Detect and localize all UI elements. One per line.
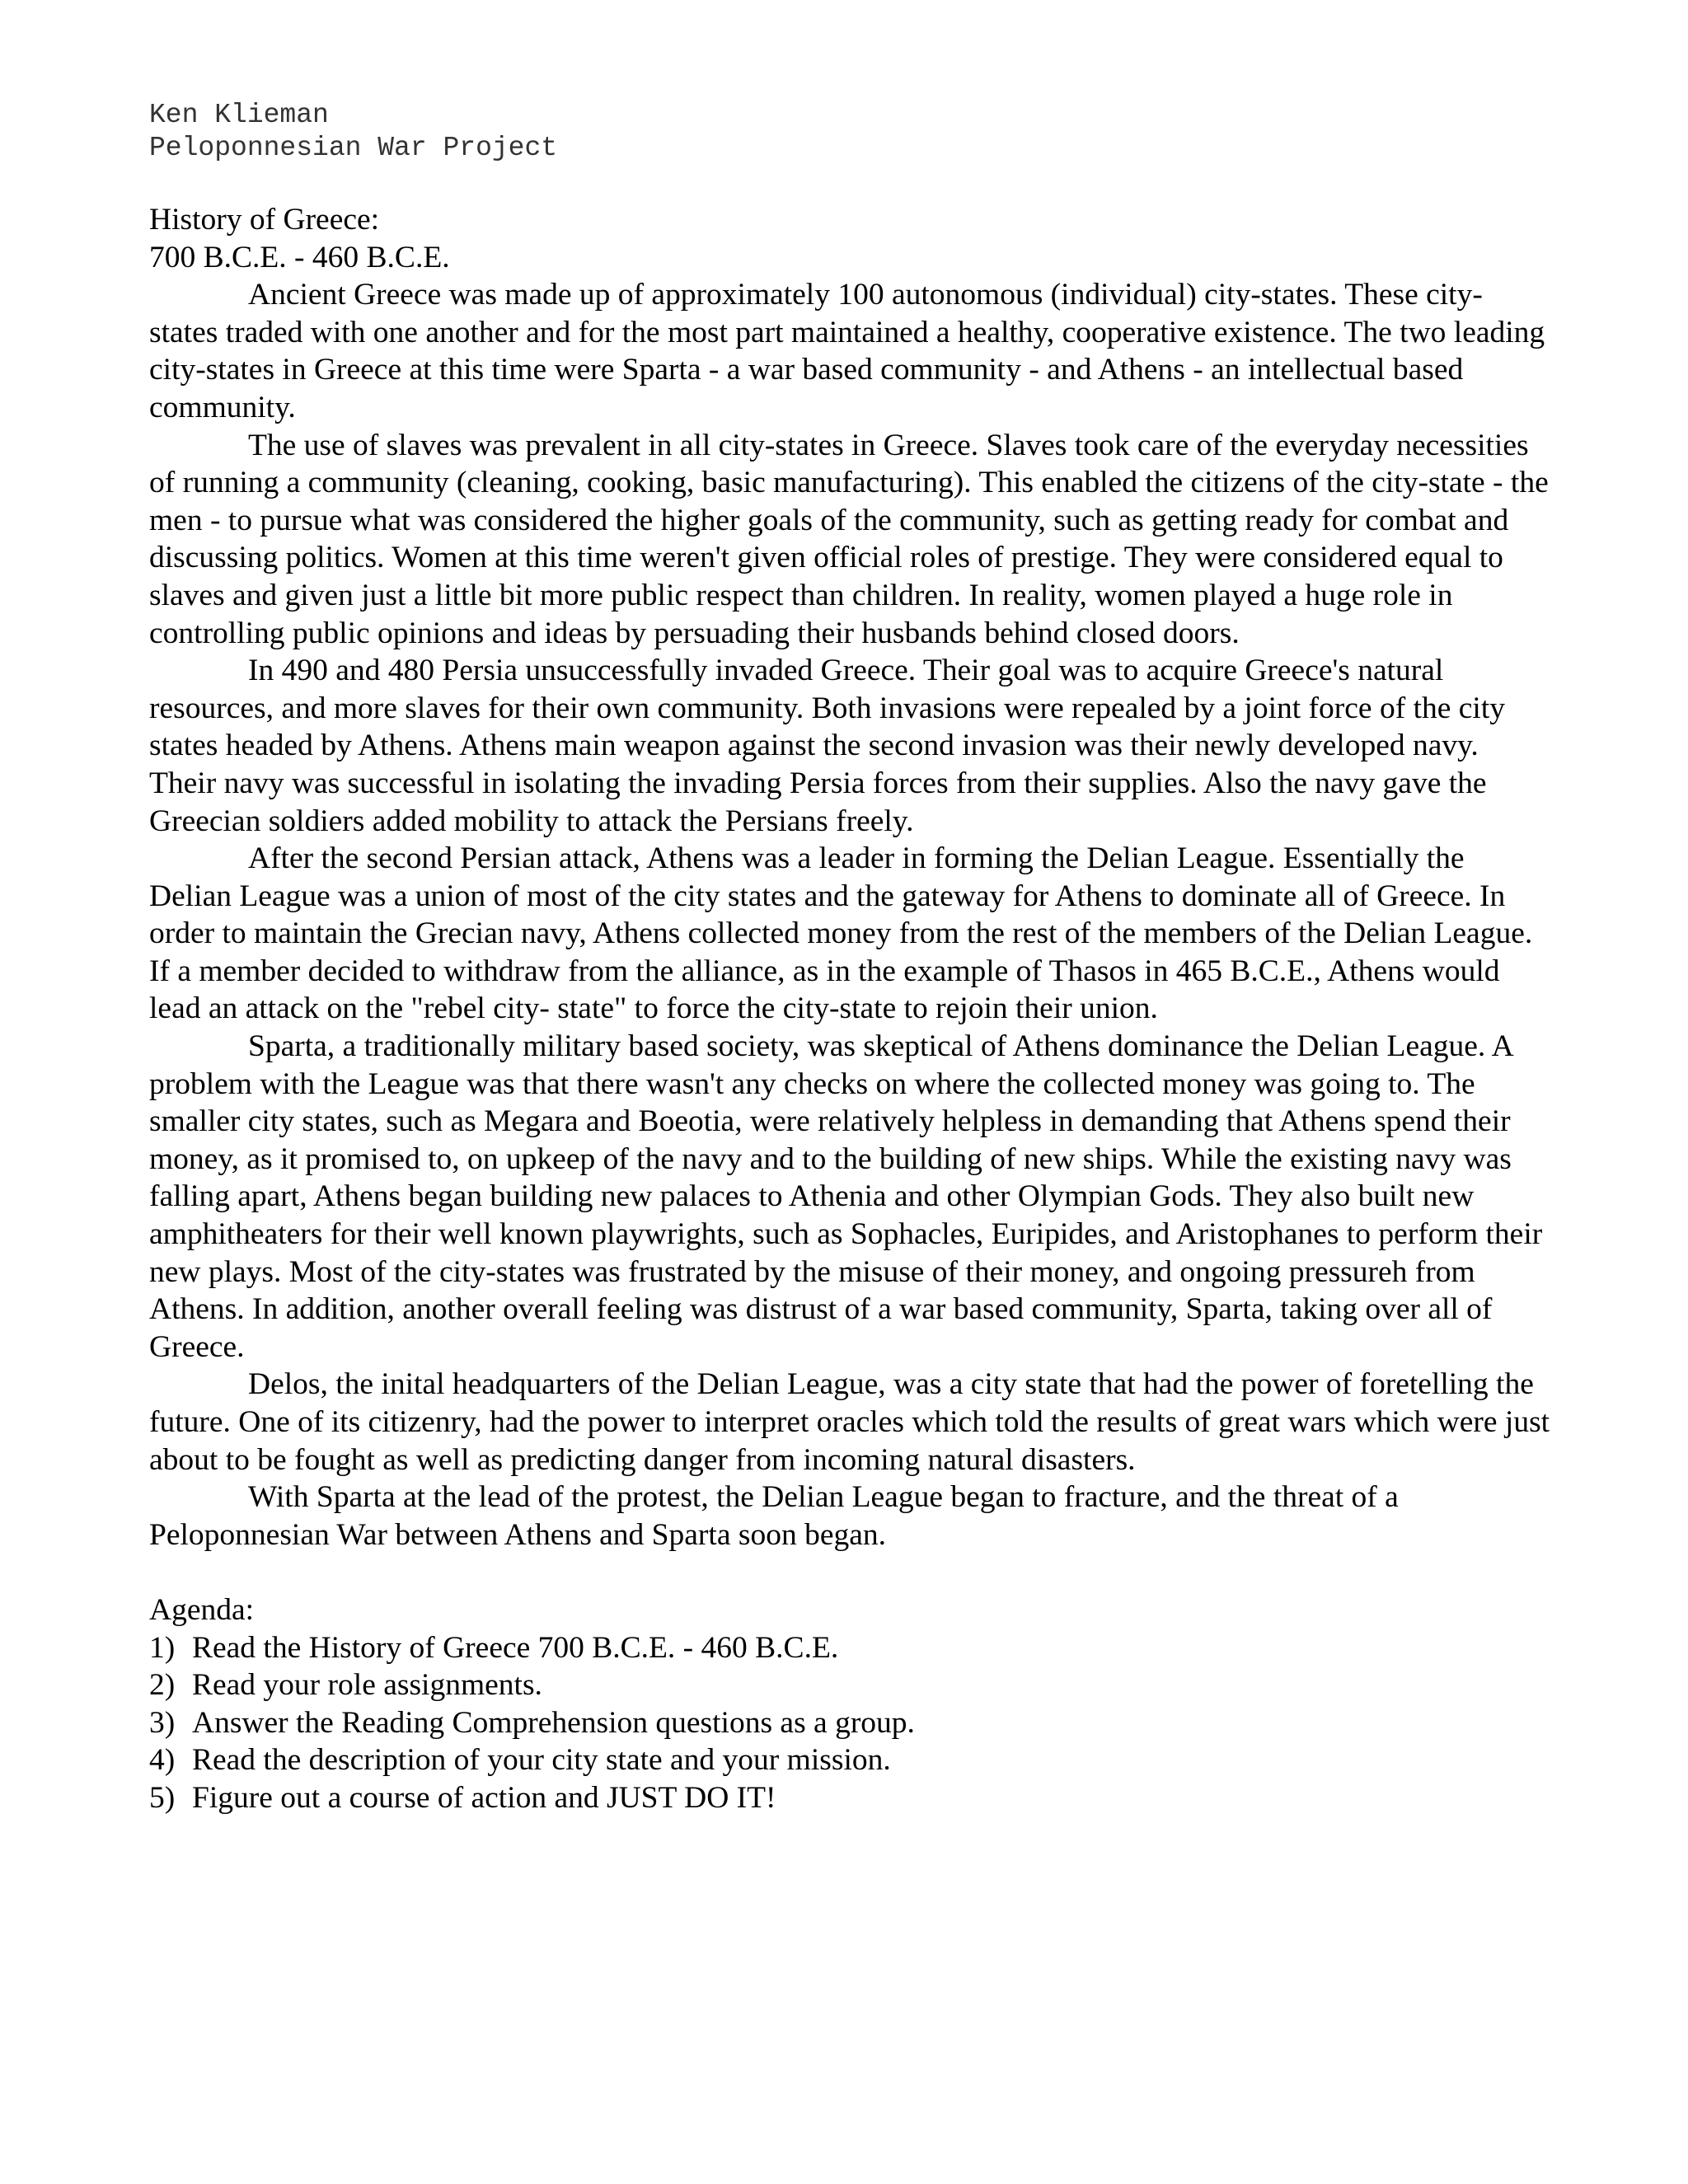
agenda-item [149,1779,1550,1817]
history-paragraph-6: Delos, the inital headquarters of the Delian League, was a city state that had the power of foretelling the future. One of its citizenry, had the power to interpret oracles which told the results of great wars which were just about to be fought as well as predicting danger from incoming natural disasters. [149,1367,1550,1477]
agenda-section [149,1591,1550,1817]
history-dates: 700 B.C.E. - 460 B.C.E. [149,240,450,274]
history-title: History of Greece: [149,203,380,237]
history-paragraph-5: Sparta, a traditionally military based society, was skeptical of Athens dominance the Delian League. A problem with the League was that there wasn't any checks on where the collected money was going to. The smaller city states, such as Megara and Boeotia, were relatively helpless in demanding that Athens spend their money, as it promised to, on upkeep of the navy and to the building of new ships. While the existing navy was falling apart, Athens began building new palaces to Athenia and other Olympian Gods. They also built new amphitheaters for their well known playwrights, such as Sophacles, Euripides, and Aristophanes to perform their new plays. Most of the city-states was frustrated by the misuse of their money, and ongoing pressureh from Athens. In addition, another overall feeling was distrust of a war based community, Sparta, taking over all of Greece. [149,1029,1543,1364]
agenda-item-text: Read your role assignments. [192,1668,542,1703]
agenda-item-text: Read the description of your city state and your mission. [192,1743,891,1778]
agenda-item-number: 2) [149,1668,176,1703]
agenda-item-text: Figure out a course of action and JUST DO IT! [192,1780,776,1815]
agenda-item-number: 4) [149,1743,176,1778]
history-paragraph-3: In 490 and 480 Persia unsuccessfully invaded Greece. Their goal was to acquire Greece's natural resources, and more slaves for their own community. Both invasions were repealed by a joint force of the city states headed by Athens. Athens main weapon against the second invasion was their newly developed navy. Their navy was successful in isolating the invading Persia forces from their supplies. Also the navy gave the Greecian soldiers added mobility to attack the Persians freely. [149,654,1505,838]
agenda-item-number: 3) [149,1705,176,1740]
agenda-item-text: Read the History of Greece 700 B.C.E. - 460 B.C.E. [192,1630,839,1665]
section-gap [149,1554,1550,1591]
agenda-list [149,1629,1550,1817]
history-section [149,201,1550,1554]
agenda-title: Agenda: [149,1592,255,1627]
document-header [149,99,557,165]
agenda-item [149,1666,1550,1704]
agenda-item-text: Answer the Reading Comprehension questions as a group. [192,1705,915,1740]
agenda-item [149,1741,1550,1779]
history-paragraph-1: Ancient Greece was made up of approximately 100 autonomous (individual) city-states. These city-states traded with one another and for the most part maintained a healthy, cooperative existence. The two leading city-states in Greece at this time were Sparta - a war based community - and Athens - an intellectual based community. [149,278,1545,424]
document-body [149,201,1550,1817]
history-paragraph-2: The use of slaves was prevalent in all city-states in Greece. Slaves took care of the everyday necessities of running a community (cleaning, cooking, basic manufacturing). This enabled the citizens of the city-state - the men - to pursue what was considered the higher goals of the community, such as getting ready for combat and discussing politics. Women at this time weren't given official roles of prestige. They were considered equal to slaves and given just a little bit more public respect than children. In reality, women played a huge role in controlling public opinions and ideas by persuading their husbands behind closed doors. [149,428,1549,650]
history-paragraph-7: With Sparta at the lead of the protest, the Delian League began to fracture, and the threat of a Peloponnesian War between Athens and Sparta soon began. [149,1480,1399,1552]
project-title: Peloponnesian War Project [149,133,558,163]
author-name: Ken Klieman [149,100,329,130]
history-paragraph-4: After the second Persian attack, Athens was a leader in forming the Delian League. Essentially the Delian League was a union of most of the city states and the gateway for Athens to dominate all of Greece. In order to maintain the Grecian navy, Athens collected money from the rest of the members of the Delian League. If a member decided to withdraw from the alliance, as in the example of Thasos in 465 B.C.E., Athens would lead an attack on the "rebel city- state" to force the city-state to rejoin their union. [149,841,1533,1026]
agenda-item-number: 5) [149,1780,176,1815]
agenda-item [149,1629,1550,1667]
agenda-item-number: 1) [149,1630,176,1665]
agenda-item [149,1704,1550,1742]
